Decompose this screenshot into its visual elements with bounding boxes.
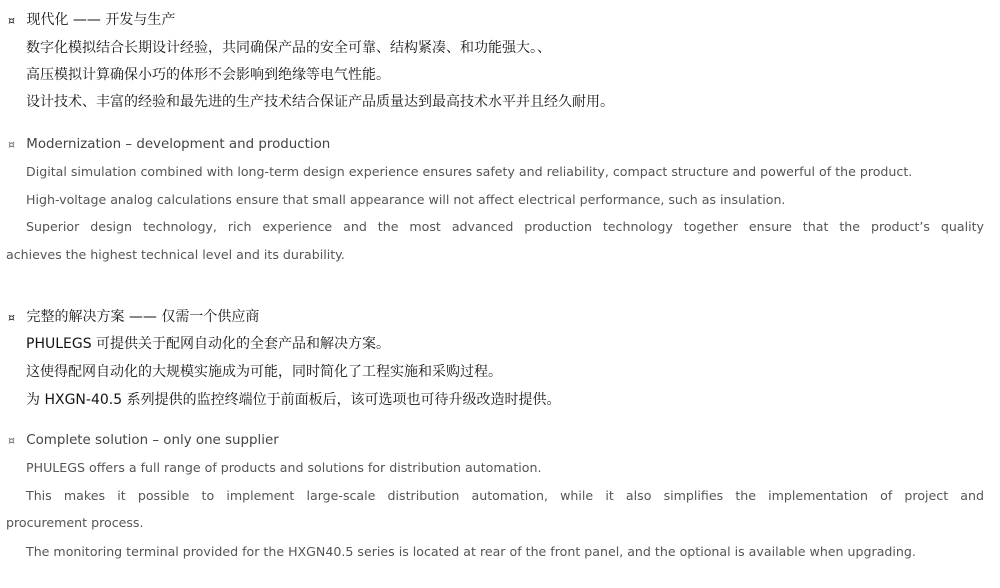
bullet-icon: ¤ [8,311,15,324]
bullet-icon: ¤ [8,14,15,27]
section-en-1-heading [8,134,330,156]
section-cn-2-heading [8,306,259,328]
section-en-2-line-2: This makes it possible to implement large-scale distribution automation, while it also simplifies the implementation of project and [26,488,984,503]
section-en-2-heading-text: Complete solution – only one supplier [26,433,279,448]
section-en-1-line-1: Digital simulation combined with long-term design experience ensures safety and reliability, compact structure and powerful of the product. [26,164,913,179]
section-en-2-line-4: The monitoring terminal provided for the HXGN40.5 series is located at rear of the front panel, and the optional is available when upgrading. [26,544,916,559]
section-cn-2-heading-text: 完整的解决方案 —— 仅需一个供应商 [26,309,260,325]
section-cn-1-line-2: 高压模拟计算确保小巧的体形不会影响到绝缘等电气性能。 [26,67,390,83]
section-en-1-line-3: Superior design technology, rich experience and the most advanced production technology together ensure that the product’s quality [26,219,984,234]
section-en-1-line-4: achieves the highest technical level and its durability. [6,247,345,262]
section-cn-1-line-3: 设计技术、丰富的经验和最先进的生产技术结合保证产品质量达到最高技术水平并且经久耐用。 [26,94,614,110]
bullet-icon: ¤ [8,434,15,447]
section-en-2-line-1: PHULEGS offers a full range of products and solutions for distribution automation. [26,460,542,475]
section-cn-2-line-3: 为 HXGN-40.5 系列提供的监控终端位于前面板后，该可选项也可待升级改造时提供。 [26,392,561,408]
section-cn-1-heading-text: 现代化 —— 开发与生产 [26,12,176,28]
section-cn-1-line-1: 数字化模拟结合长期设计经验，共同确保产品的安全可靠、结构紧凑、和功能强大。、 [26,40,551,56]
section-cn-1-heading [8,9,175,31]
section-en-2-heading [8,430,279,452]
section-cn-2-line-1: PHULEGS 可提供关于配网自动化的全套产品和解决方案。 [26,336,391,352]
section-en-2-line-3: procurement process. [6,515,144,530]
section-en-1-line-2: High-voltage analog calculations ensure that small appearance will not affect electrical performance, such as insulation. [26,192,786,207]
section-en-1-heading-text: Modernization – development and production [26,137,331,152]
section-cn-2-line-2: 这使得配网自动化的大规模实施成为可能，同时简化了工程实施和采购过程。 [26,364,502,380]
bullet-icon: ¤ [8,138,15,151]
